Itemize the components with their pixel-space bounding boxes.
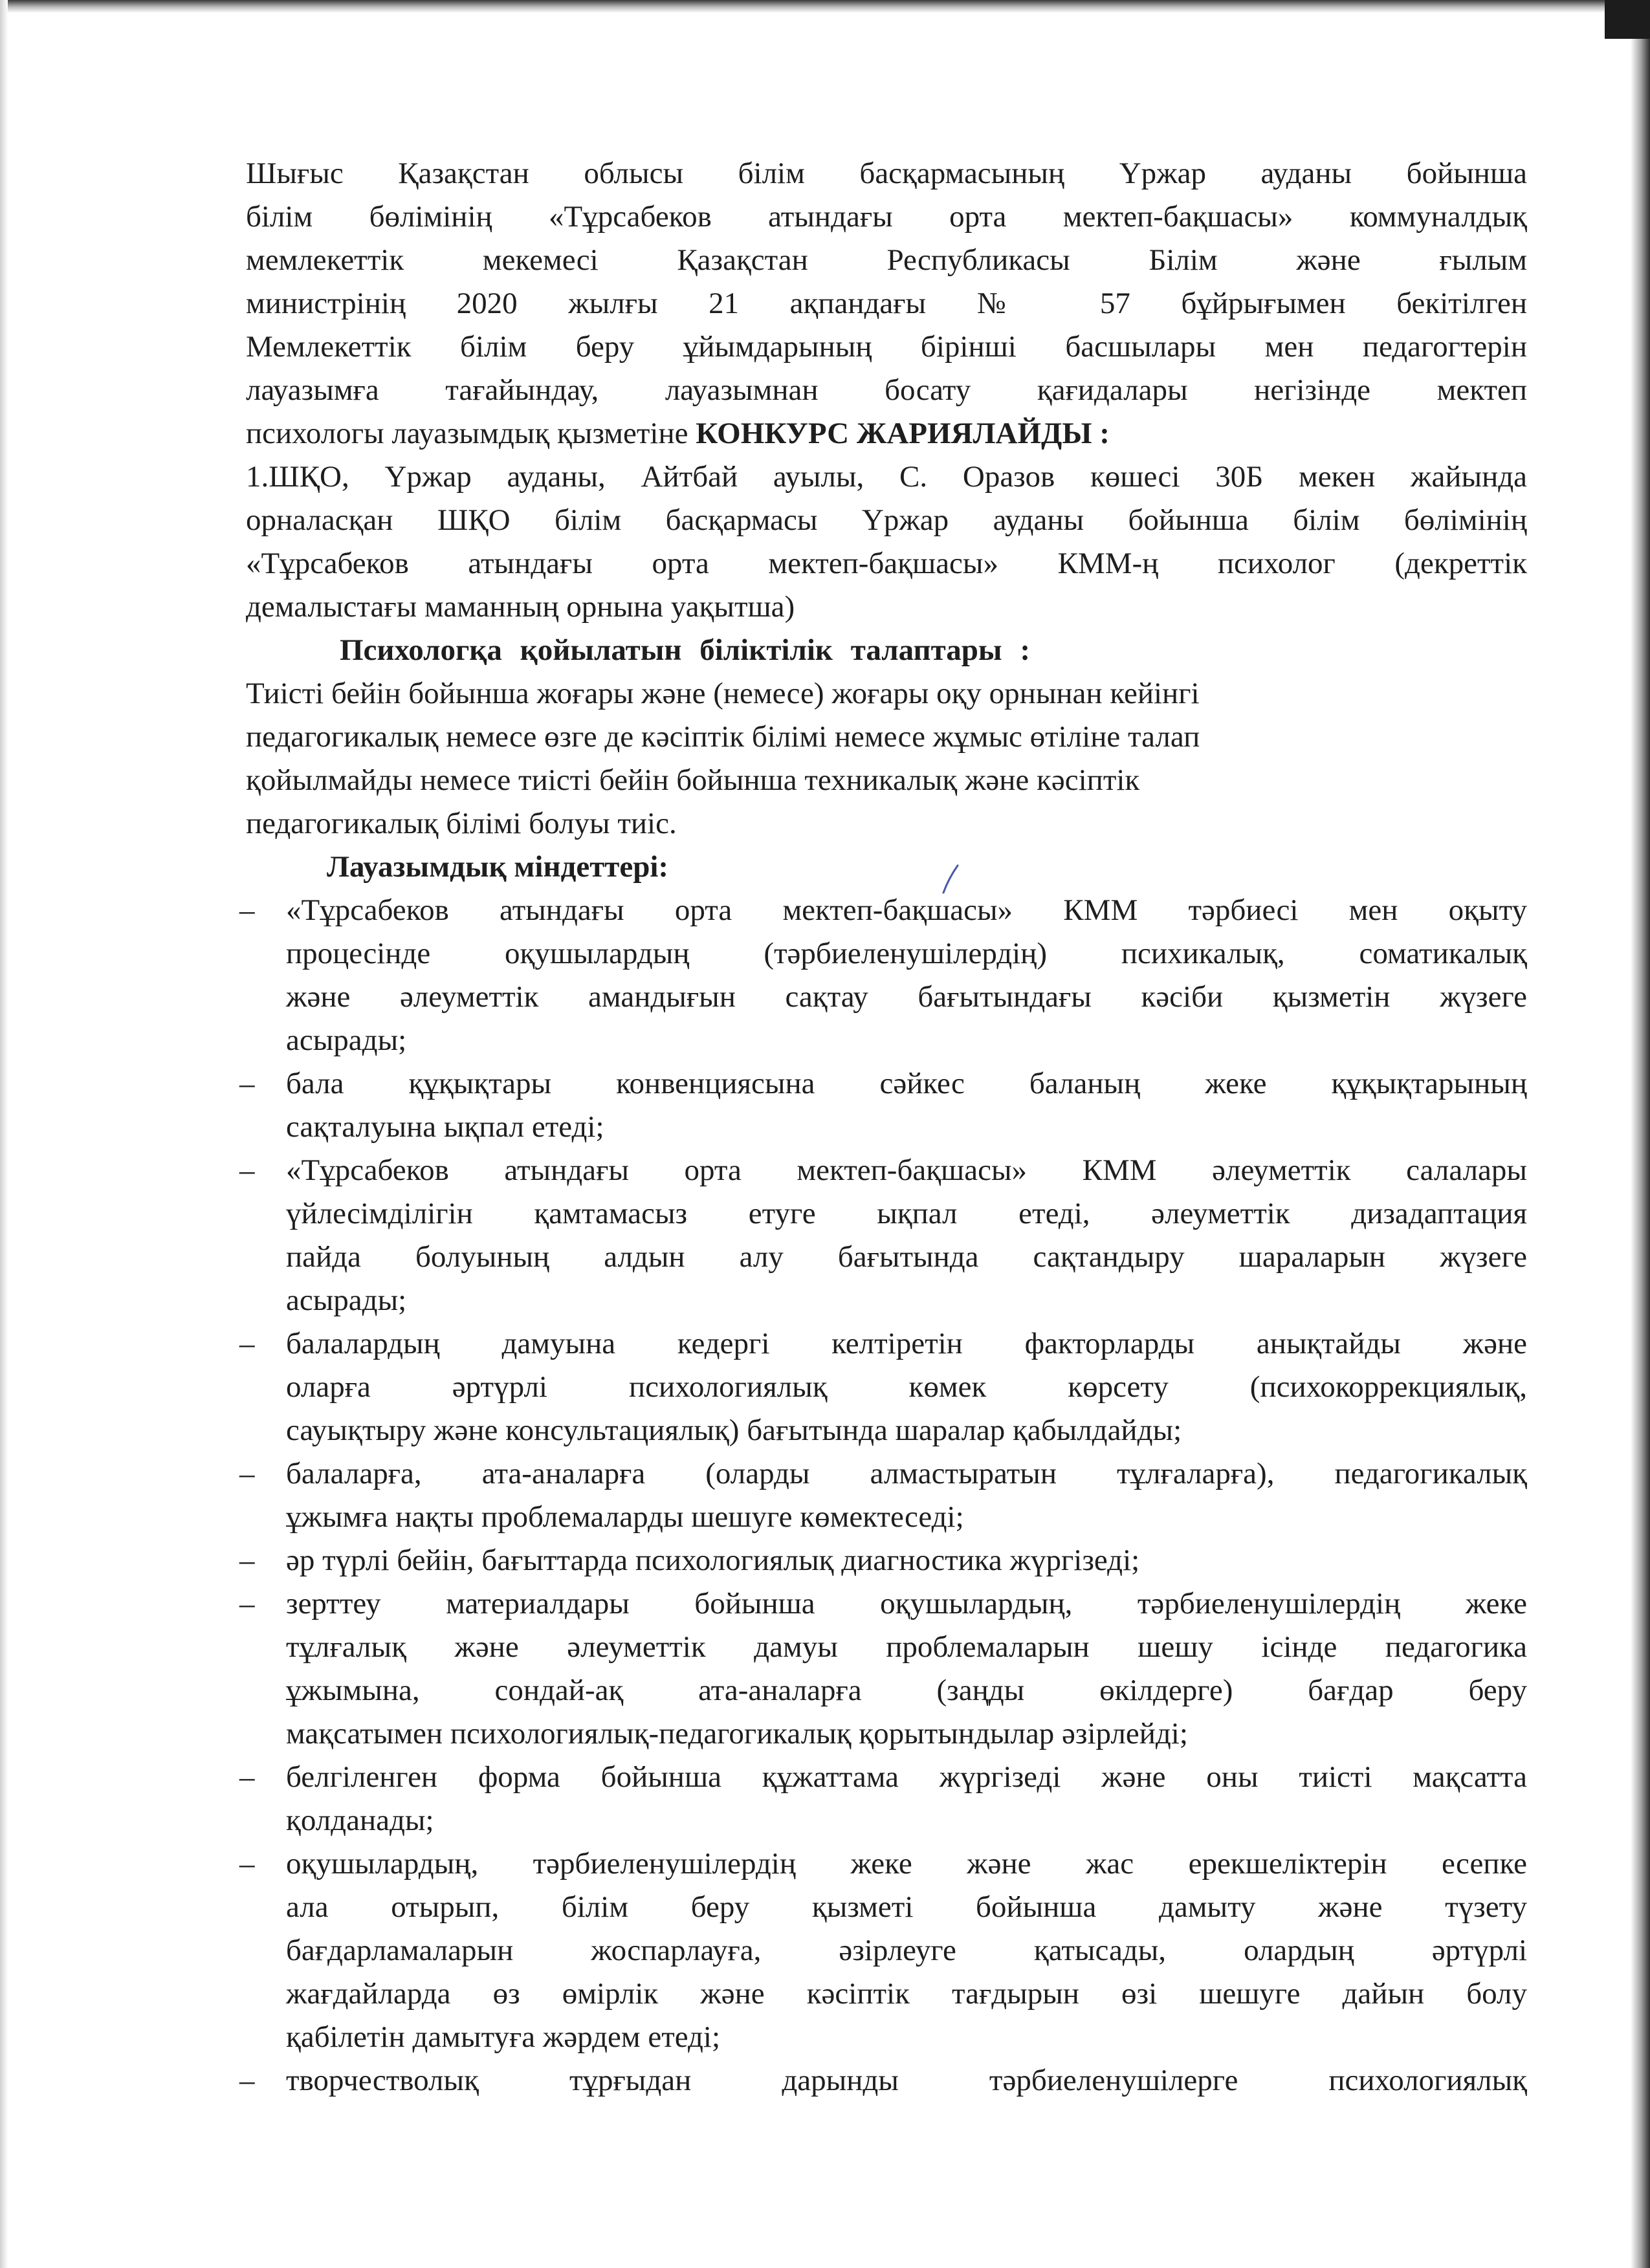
requirements-line: қойылмайды немесе тиісті бейін бойынша техникалық және кәсіптік xyxy=(246,763,1140,797)
duties-list xyxy=(239,889,1527,2102)
intro-line: білім бөлімінің «Тұрсабеков атындағы орта мектеп-бақшасы» коммуналдық xyxy=(246,200,1527,234)
requirements-line: педагогикалық немесе өзге де кәсіптік білімі немесе жұмыс өтіліне талап xyxy=(246,720,1200,754)
duty-item xyxy=(239,1062,1527,1149)
duty-line: асырады; xyxy=(286,1283,407,1317)
duty-line: зерттеу материалдары бойынша оқушылардың, тәрбиеленушілердің жеке xyxy=(286,1587,1527,1620)
announcement-title: КОНКУРС ЖАРИЯЛАЙДЫ : xyxy=(696,417,1110,450)
duty-line: тұлғалық және әлеуметтік дамуы проблемаларын шешу ісінде педагогика xyxy=(286,1630,1527,1664)
duty-line: балалардың дамуына кедергі келтіретін факторларды анықтайды және xyxy=(286,1327,1527,1360)
duty-line: процесінде оқушылардың (тәрбиеленушілердің) психикалық, соматикалық xyxy=(286,937,1527,970)
intro-line: мемлекеттік мекемесі Қазақстан Республикасы Білім және ғылым xyxy=(246,243,1527,277)
duty-line: қабілетін дамытуға жәрдем етеді; xyxy=(286,2020,721,2054)
duty-line: ала отырып, білім беру қызметі бойынша дамыту және түзету xyxy=(286,1890,1527,1924)
pen-mark-icon xyxy=(932,860,971,899)
requirements-heading: Психологқа қойылатын біліктілік талаптары : xyxy=(340,633,1031,667)
vacancy-line: демалыстағы маманның орнына уақытша) xyxy=(246,590,795,624)
requirements-line: педагогикалық білімі болуы тиіс. xyxy=(246,807,677,840)
duty-item xyxy=(239,1539,1527,1582)
duty-line: мақсатымен психологиялық-педагогикалық қорытындылар әзірлейді; xyxy=(286,1717,1188,1750)
vacancy-paragraph xyxy=(246,455,1527,629)
intro-line: министрінің 2020 жылғы 21 ақпандағы № 57 бұйрығымен бекітілген xyxy=(246,287,1527,320)
duty-line: балаларға, ата-аналарға (оларды алмастыратын тұлғаларға), педагогикалық xyxy=(286,1457,1527,1490)
duty-line: үйлесімділігін қамтамасыз етуге ықпал етеді, әлеуметтік дизадаптация xyxy=(286,1197,1527,1230)
duty-item xyxy=(239,889,1527,1062)
requirements-section xyxy=(246,629,1527,845)
duty-line: сауықтыру және консультациялық) бағытында шаралар қабылдайды; xyxy=(286,1413,1182,1447)
duty-line: пайда болуының алдын алу бағытында сақтандыру шараларын жүзеге xyxy=(286,1240,1527,1274)
duty-line: әр түрлі бейін, бағыттарда психологиялық диагностика жүргізеді; xyxy=(286,1543,1140,1577)
duty-item xyxy=(239,1322,1527,1452)
intro-line: Шығыс Қазақстан облысы білім басқармасының Үржар ауданы бойынша xyxy=(246,157,1527,190)
intro-line: психологы лауазымдық қызметіне xyxy=(246,417,696,450)
duty-item xyxy=(239,2059,1527,2102)
vacancy-line: «Тұрсабеков атындағы орта мектеп-бақшасы» КММ-ң психолог (декреттік xyxy=(246,547,1527,580)
duty-line: «Тұрсабеков атындағы орта мектеп-бақшасы» КММ тәрбиесі мен оқыту xyxy=(286,893,1527,927)
duty-line: бала құқықтары конвенциясына сәйкес баланың жеке құқықтарының xyxy=(286,1067,1527,1100)
dash-bullet: – xyxy=(239,1457,255,1490)
dash-bullet: – xyxy=(239,1847,255,1881)
duty-line: «Тұрсабеков атындағы орта мектеп-бақшасы» КММ әлеуметтік салалары xyxy=(286,1153,1527,1187)
vacancy-line: 1.ШҚО, Үржар ауданы, Айтбай ауылы, С. Оразов көшесі 30Б мекен жайында xyxy=(246,460,1527,494)
dash-bullet: – xyxy=(239,1543,255,1577)
scan-edge-top xyxy=(0,0,1650,13)
document-page xyxy=(239,152,1527,2102)
duty-line: асырады; xyxy=(286,1023,407,1057)
duty-line: ұжымына, сондай-ақ ата-аналарға (заңды өкілдерге) бағдар беру xyxy=(286,1674,1527,1707)
duties-section xyxy=(239,845,1527,2102)
duty-line: бағдарламаларын жоспарлауға, әзірлеуге қатысады, олардың әртүрлі xyxy=(286,1934,1527,1967)
duty-line: сақталуына ықпал етеді; xyxy=(286,1110,604,1144)
scan-corner-shadow xyxy=(1605,0,1650,39)
dash-bullet: – xyxy=(239,1760,255,1794)
scan-edge-left xyxy=(0,0,8,2268)
dash-bullet: – xyxy=(239,2064,255,2097)
dash-bullet: – xyxy=(239,893,255,927)
duty-line: жағдайларда өз өмірлік және кәсіптік тағдырын өзі шешуге дайын болу xyxy=(286,1977,1527,2011)
intro-line: лауазымға тағайындау, лауазымнан босату қағидалары негізінде мектеп xyxy=(246,373,1527,407)
requirements-line: Тиісті бейін бойынша жоғары және (немесе) жоғары оқу орнынан кейінгі xyxy=(246,677,1200,710)
intro-paragraph xyxy=(246,152,1527,455)
intro-last-line xyxy=(246,412,1527,455)
duty-item xyxy=(239,1452,1527,1539)
duty-line: және әлеуметтік амандығын сақтау бағытындағы кәсіби қызметін жүзеге xyxy=(286,980,1527,1014)
duty-item xyxy=(239,1842,1527,2059)
intro-line: Мемлекеттік білім беру ұйымдарының бірінші басшылары мен педагогтерін xyxy=(246,330,1527,364)
duties-heading: Лауазымдық міндеттері: xyxy=(327,850,669,884)
duty-item xyxy=(239,1582,1527,1756)
scan-edge-right xyxy=(1631,0,1650,2268)
duty-line: белгіленген форма бойынша құжаттама жүргізеді және оны тиісті мақсатта xyxy=(286,1760,1527,1794)
dash-bullet: – xyxy=(239,1153,255,1187)
duty-line: қолданады; xyxy=(286,1804,434,1837)
duty-item xyxy=(239,1756,1527,1842)
duty-item xyxy=(239,1149,1527,1322)
duty-line: оларға әртүрлі психологиялық көмек көрсету (психокоррекциялық, xyxy=(286,1370,1527,1404)
duty-line: творчестволық тұрғыдан дарынды тәрбиеленушілерге психологиялық xyxy=(286,2064,1527,2097)
duty-line: ұжымға нақты проблемаларды шешуге көмектеседі; xyxy=(286,1500,964,1534)
dash-bullet: – xyxy=(239,1587,255,1620)
dash-bullet: – xyxy=(239,1067,255,1100)
vacancy-line: орналасқан ШҚО білім басқармасы Үржар ауданы бойынша білім бөлімінің xyxy=(246,503,1527,537)
duty-line: оқушылардың, тәрбиеленушілердің жеке және жас ерекшеліктерін есепке xyxy=(286,1847,1527,1881)
dash-bullet: – xyxy=(239,1327,255,1360)
